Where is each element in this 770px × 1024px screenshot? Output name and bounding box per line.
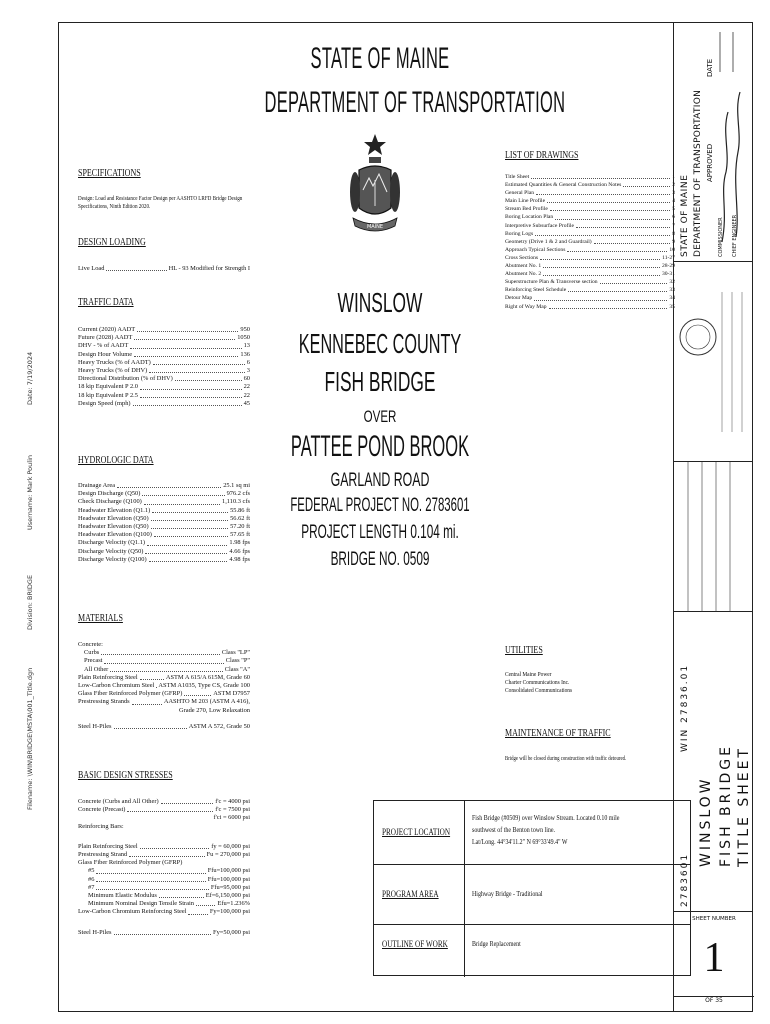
list-item: Reinforcing Steel Schedule 33 [505, 287, 675, 294]
list-item: All Other Class "A" [84, 665, 250, 673]
list-item: Glass Fiber Reinforced Polymer (GFRP) ASTM D7957 [78, 690, 250, 698]
list-item: Plain Reinforcing Steel fy = 60,000 psi [78, 842, 250, 850]
department-title: DEPARTMENT OF TRANSPORTATION [264, 86, 566, 119]
project-road: GARLAND ROAD [330, 470, 430, 491]
utilities-heading: UTILITIES [505, 645, 543, 656]
list-item: Steel H-Piles Fy=50,000 psi [78, 928, 250, 936]
list-item: Central Maine Power [505, 671, 552, 678]
approval-dept-line-1: STATE OF MAINE [680, 174, 690, 257]
list-item: Approach Typical Sections 10 [505, 246, 675, 253]
list-item: Stream Bed Profile 5 [505, 206, 675, 213]
sheet-total: OF 35 [674, 996, 754, 1004]
margin-division: Division: BRIDGE [26, 574, 34, 630]
bridge-number: BRIDGE NO. 0509 [330, 549, 430, 570]
table-row [374, 925, 690, 977]
reinforcing-bars-label: Reinforcing Bars: [78, 822, 124, 830]
list-item: Superstructure Plan & Transverse section 32 [505, 279, 675, 286]
engineer-stamp-icon [678, 282, 748, 442]
gfrp-label: Glass Fiber Reinforced Polymer (GFRP) [78, 859, 183, 867]
list-item: Discharge Velocity (Q50) 4.66 fps [78, 547, 250, 555]
list-item: Consolidated Communications [505, 687, 573, 695]
program-area-label: PROGRAM AREA [382, 889, 439, 899]
list-item: Prestressing Strand Fu = 270,000 psi [78, 851, 250, 859]
list-item: Heavy Trucks (% of AADT) 6 [78, 358, 250, 366]
outline-of-work-label: OUTLINE OF WORK [382, 939, 448, 949]
program-area-value: Highway Bridge - Traditional [472, 890, 543, 898]
margin-username: Username: Mark Poulin [26, 454, 34, 530]
list-item: Check Discharge (Q100) 1,110.3 cfs [78, 498, 250, 506]
list-item: Discharge Velocity (Q1.1) 1.98 fps [78, 539, 250, 547]
margin-filename: Filename: \WIN\BRIDGE\MSTA\001_Title.dgn [26, 667, 34, 810]
table-row [374, 865, 690, 925]
engineer-stamp-block [674, 262, 753, 462]
list-item: Drainage Area 25.1 sq mi [78, 482, 250, 489]
project-town: WINSLOW [337, 287, 423, 318]
list-item: Live Load HL - 93 Modified for Strength I [78, 265, 250, 272]
list-item: Plain Reinforcing Steel ASTM A 615/A 615M, Grade 60 [78, 673, 250, 681]
project-id-vertical: WIN 27836.01 [680, 663, 690, 752]
project-over: OVER [363, 407, 397, 426]
list-item: Concrete (Curbs and All Other) f'c = 4000 psi [78, 798, 250, 805]
sheet-number-label: SHEET NUMBER [692, 916, 736, 922]
project-location-line-2: southwest of the Benton town line. [472, 826, 555, 834]
list-item: #7 Ffu=95,000 psi [88, 883, 250, 891]
list-item: Cross Sections 11-27 [505, 254, 675, 261]
list-of-drawings-heading: LIST OF DRAWINGS [505, 150, 579, 161]
list-item: Curbs Class "LP" [84, 649, 250, 657]
list-item: Charter Communications Inc. [505, 679, 570, 687]
list-item: Minimum Elastic Modulus Ef=6,150,000 psi [88, 892, 250, 900]
traffic-data-list [78, 326, 250, 408]
list-item: Design Hour Volume 136 [78, 350, 250, 358]
town-vertical: WINSLOW [698, 776, 714, 867]
design-loading-list [78, 265, 250, 273]
list-item: 18 kip Equivalent P 2.5 22 [78, 391, 250, 399]
list-item: 18 kip Equivalent P 2.0 22 [78, 383, 250, 391]
project-length: PROJECT LENGTH 0.104 mi. [301, 522, 459, 543]
list-item: Current (2020) AADT 950 [78, 326, 250, 333]
margin-filing-notes [22, 330, 46, 810]
materials-heading: MATERIALS [78, 613, 123, 624]
sheet-title-block [674, 612, 753, 912]
list-item: Design Discharge (Q50) 976.2 cfs [78, 490, 250, 498]
list-item: Concrete (Precast) f'c = 7500 psi [78, 806, 250, 814]
date-label: DATE [706, 58, 714, 77]
bridge-vertical: FISH BRIDGE [718, 744, 734, 867]
materials-prestress-continued: Grade 270, Low Relaxation [179, 706, 250, 714]
specifications-text: Design: Load and Resistance Factor Design per AASHTO LRFD Bridge Design Specifications, Ninth Edition 2020. [78, 195, 243, 211]
list-item: Low-Carbon Chromium Reinforcing Steel Fy=100,000 psi [78, 908, 250, 916]
title-block [673, 22, 753, 1012]
project-county: KENNEBEC COUNTY [298, 328, 462, 359]
list-item: Steel H-Piles ASTM A 572, Grade 50 [78, 722, 250, 730]
list-of-drawings [505, 173, 675, 311]
commissioner-label: COMMISSIONER [718, 217, 724, 257]
project-bridge-name: FISH BRIDGE [324, 366, 436, 397]
project-location-label: PROJECT LOCATION [382, 827, 451, 837]
list-item: Discharge Velocity (Q100) 4.98 fps [78, 555, 250, 563]
hydrologic-data-list [78, 482, 250, 564]
list-item: DHV - % of AADT 13 [78, 342, 250, 350]
sheet-title-vertical: TITLE SHEET [736, 746, 752, 867]
approval-block [674, 22, 753, 262]
list-item: Headwater Elevation (Q100) 57.65 ft [78, 531, 250, 539]
list-item: Abutment No. 1 28-29 [505, 263, 675, 270]
utilities-list [505, 671, 665, 696]
list-item: Estimated Quantities & General Construction Notes 2 [505, 182, 675, 189]
hydrologic-data-heading: HYDROLOGIC DATA [78, 455, 154, 466]
list-item: General Plan 3 [505, 190, 675, 197]
list-item: Right of Way Map 35 [505, 303, 675, 310]
revision-grid-icon [674, 462, 754, 612]
list-item: Abutment No. 2 30-31 [505, 271, 675, 278]
list-item: Boring Location Plan 6 [505, 214, 675, 221]
revision-block [674, 462, 753, 612]
materials-concrete-label: Concrete: [78, 641, 103, 648]
federal-project-number: FEDERAL PROJECT NO. 2783601 [290, 495, 470, 516]
list-item: Detour Map 34 [505, 295, 675, 302]
outline-of-work-value: Bridge Replacement [472, 940, 521, 948]
maine-state-seal-icon [345, 130, 405, 245]
list-item: Title Sheet 1 [505, 174, 675, 180]
materials-list [78, 641, 250, 731]
list-item: Headwater Elevation (Q50) 56.62 ft [78, 514, 250, 522]
maintenance-text: Bridge will be closed during construction with traffic detoured. [505, 755, 627, 762]
state-title: STATE OF MAINE [310, 42, 450, 75]
basic-design-stresses-heading: BASIC DESIGN STRESSES [78, 770, 173, 781]
approval-dept-line-2: DEPARTMENT OF TRANSPORTATION [693, 89, 703, 257]
list-item: Future (2028) AADT 1050 [78, 334, 250, 342]
list-item: Low-Carbon Chromium Steel ASTM A1035, Type CS, Grade 100 [78, 682, 250, 690]
list-item: #5 Ffu=100,000 psi [88, 867, 250, 875]
list-item: Minimum Nominal Design Tensile Strain Efu=1.236% [88, 900, 250, 908]
list-item: Heavy Trucks (% of DHV) 3 [78, 367, 250, 375]
chief-engineer-label: CHIEF ENGINEER [732, 214, 738, 257]
specifications-heading: SPECIFICATIONS [78, 168, 141, 179]
project-location-line-3: Lat/Long. 44°34'11.2" N 69°33'49.4" W [472, 838, 568, 846]
list-item: Prestressing Strands AASHTO M 203 (ASTM A 416), [78, 698, 250, 706]
svg-text:MAINE: MAINE [366, 224, 384, 230]
list-item: Boring Logs 8 [505, 230, 675, 237]
table-row [374, 801, 690, 865]
list-item: #6 Ffu=100,000 psi [88, 875, 250, 883]
pin-vertical: 2783601 [680, 852, 690, 907]
project-info-table [373, 800, 691, 976]
list-item: Main Line Profile 4 [505, 198, 675, 205]
list-item: Directional Distribution (% of DHV) 60 [78, 375, 250, 383]
project-waterway: PATTEE POND BROOK [290, 430, 470, 463]
list-item: Design Speed (mph) 45 [78, 399, 250, 407]
signatures-icon [718, 32, 752, 252]
maintenance-heading: MAINTENANCE OF TRAFFIC [505, 728, 611, 739]
list-item: Headwater Elevation (Q1.1) 55.86 ft [78, 506, 250, 514]
design-loading-heading: DESIGN LOADING [78, 237, 146, 248]
list-item: Headwater Elevation (Q50) 57.20 ft [78, 523, 250, 531]
margin-date: Date: 7/19/2024 [26, 351, 34, 405]
list-item: Precast Class "P" [84, 657, 250, 665]
approved-label: APPROVED [706, 143, 714, 182]
project-location-line-1: Fish Bridge (#0509) over Winslow Stream. Located 0.10 mile [472, 814, 620, 822]
sheet-number-block [674, 912, 753, 1012]
basic-design-stresses-list [78, 798, 250, 937]
sheet-number: 1 [703, 935, 725, 981]
list-item: Interpretive Subsurface Profile 7 [505, 222, 675, 229]
traffic-data-heading: TRAFFIC DATA [78, 297, 134, 308]
list-item: Geometry (Drive 1 & 2 and Guardrail) 9 [505, 238, 675, 245]
fci-value: f'ci = 6000 psi [213, 814, 250, 822]
